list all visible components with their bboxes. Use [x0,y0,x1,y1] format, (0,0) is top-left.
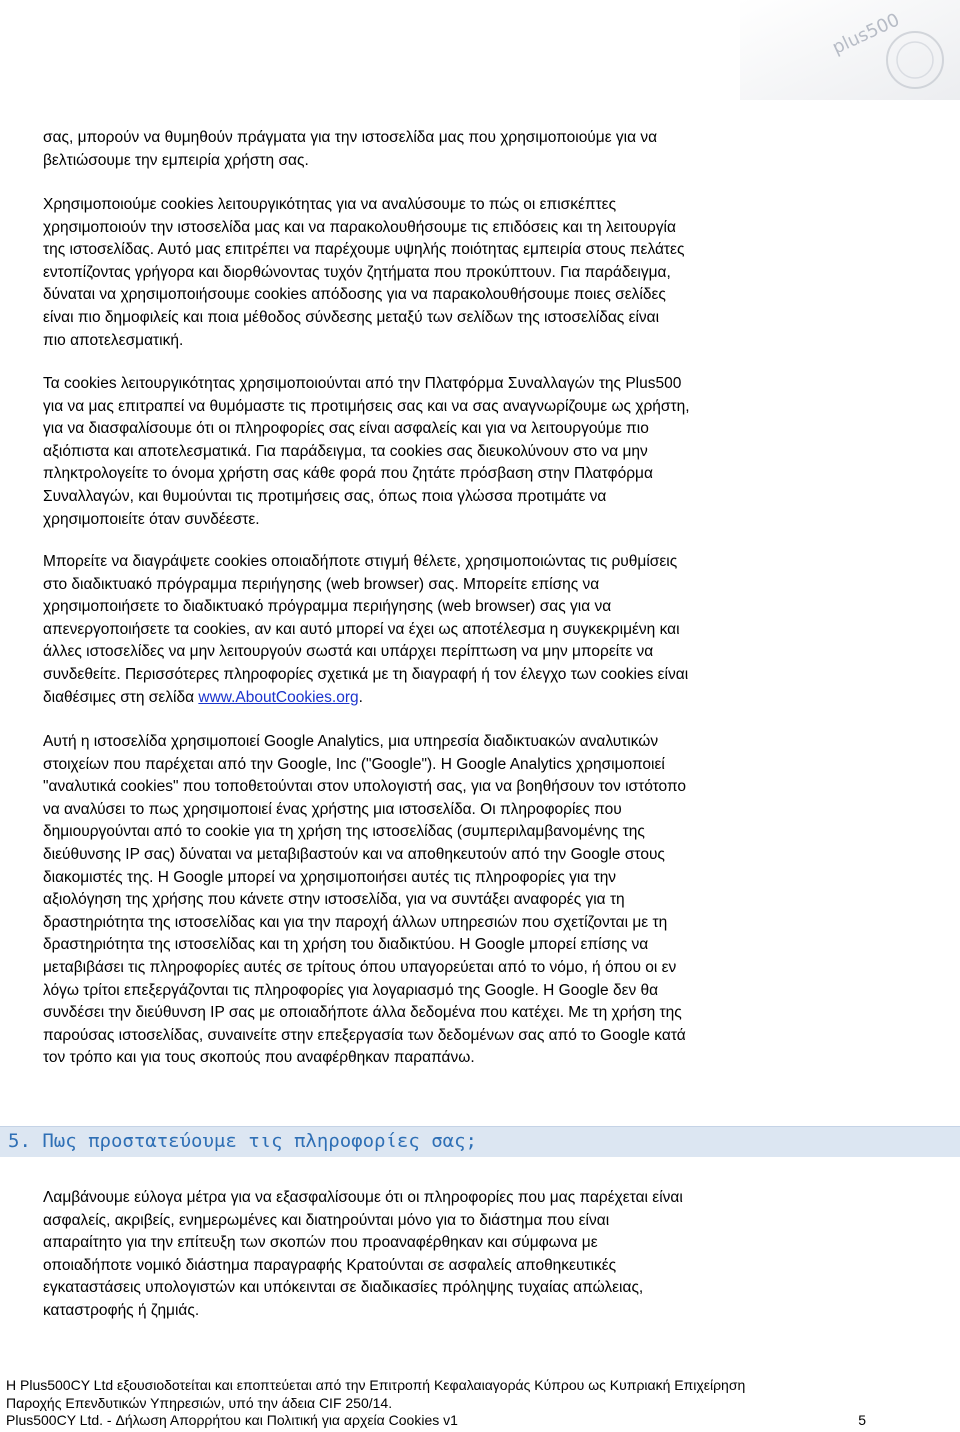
paragraph-line: στοιχείων που παρέχεται από την Google, Inc ("Google"). Η Google Analytics χρησιμοποιεί [43,755,665,773]
paragraph-line: δύναται να χρησιμοποιήσουμε cookies απόδοσης για να παρακολουθήσουμε ποιες σελίδες [43,286,666,304]
footer-regulatory-note [6,1376,906,1412]
paragraph-line: "αναλυτικά cookies" που τοποθετούνται στον υπολογιστή σας, για να βοηθήσουν τον ιστότοπο [43,778,687,796]
paragraph-line: απαραίτητο για την επίτευξη των σκοπών που προαναφέρθηκαν και σύμφωνα με [43,1234,598,1252]
footer-line: Παροχής Επενδυτικών Υπηρεσιών, υπό την άδεια CIF 250/14. [6,1395,393,1411]
paragraph-line: διεύθυνσης IP σας) δύναται να μεταβιβαστούν και να αποθηκευτούν από την Google στους [43,845,665,863]
paragraph-line: μεταβιβάσει τις πληροφορίες αυτές σε τρίτους όπου υπαγορεύεται από το νόμο, ή όπου οι εν [43,958,677,976]
corner-logo-text: plus500 [829,9,903,59]
paragraph-line: παρούσας ιστοσελίδας, συναινείτε στην επεξεργασία των δεδομένων σας από το Google κατά [43,1026,686,1044]
paragraph-line: Τα cookies λειτουργικότητας χρησιμοποιούνται από την Πλατφόρμα Συναλλαγών της Plus500 [43,375,682,392]
footer-doc-bar [6,1412,866,1428]
paragraph-line: να αναλύσει το πως χρησιμοποιεί ένας χρήστης μια ιστοσελίδα. Οι πληροφορίες που [43,800,622,818]
platform-cookies-paragraph [43,373,923,531]
page-number: 5 [858,1412,866,1428]
paragraph-line: αξιόπιστα και αποτελεσματικά. Για παράδειγμα, τα cookies σας διευκολύνουν στο να μην [43,442,648,460]
paragraph-line: απενεργοποιήσετε τα cookies, αν και αυτό μπορεί να έχει ως αποτέλεσμα η συγκεκριμένη και [43,620,680,638]
paragraph-line: είναι πιο δημοφιλείς και ποια μέθοδος σύνδεσης μεταξύ των σελίδων της ιστοσελίδας είναι [43,308,660,326]
protection-paragraph [43,1187,923,1323]
intro-line: σας, μπορούν να θυμηθούν πράγματα για την ιστοσελίδα μας που χρησιμοποιούμε για να [43,129,658,146]
paragraph-line: για να μας επιτραπεί να θυμόμαστε τις προτιμήσεις σας και να σας αναγνωρίζουμε ως χρήστη, [43,397,690,415]
paragraph-line: Συναλλαγών, και θυμούνται τις προτιμήσεις σας, όπως ποια γλώσσα προτιμάτε να [43,487,607,505]
paragraph-line: διακομιστές της. Η Google μπορεί να χρησιμοποιήσει αυτές τις πληροφορίες για την [43,868,617,886]
paragraph-line: ασφαλείς, ακριβείς, ενημερωμένες και διατηρούνται μόνο για το διάστημα που είναι [43,1211,610,1229]
paragraph-line: χρησιμοποιείτε όταν συνδέεστε. [43,510,260,528]
paragraph-line: καταστροφής ή ζημιάς. [43,1301,200,1319]
paragraph-line: δραστηριότητα της ιστοσελίδας και για την παροχή άλλων υπηρεσιών που σχετίζονται με τη [43,913,668,931]
paragraph-line: λόγω τρίτοι επεξεργάζονται τις πληροφορίες για λογαριασμό της Google. Η Google δεν θα [43,981,659,999]
paragraph-line: οποιαδήποτε νομικό διάστημα παραγραφής Κρατούνται σε ασφαλείς αποθηκευτικές [43,1256,617,1274]
paragraph-line: Χρησιμοποιούμε cookies λειτουργικότητας για να αναλύσουμε το πώς οι επισκέπτες [43,196,617,213]
paragraph-line: άλλες ιστοσελίδες να μην λειτουργούν σωστά και υπάρχει περίπτωση να μην μπορείτε να [43,643,654,661]
link-prefix: διαθέσιμες στη σελίδα [43,688,199,706]
paragraph-line: Λαμβάνουμε εύλογα μέτρα για να εξασφαλίσουμε ότι οι πληροφορίες που μας παρέχεται είναι [43,1189,683,1206]
link-suffix: . [358,688,363,706]
paragraph-line: της ιστοσελίδας. Αυτό μας επιτρέπει να παρέχουμε υψηλής ποιότητας εμπειρία στους πελάτες [43,241,685,259]
paragraph-line: για να διασφαλίσουμε ότι οι πληροφορίες σας είναι ασφαλείς και για να λειτουργούμε πιο [43,420,649,438]
paragraph-line: τον τρόπο και για τους σκοπούς που αναφέρθηκαν παραπάνω. [43,1049,475,1067]
paragraph-line: Αυτή η ιστοσελίδα χρησιμοποιεί Google Analytics, μια υπηρεσία διαδικτυακών αναλυτικών [43,733,659,750]
paragraph-line: εγκαταστάσεις υπολογιστών και υπόκεινται σε διαδικασίες πρόληψης τυχαίας απώλειας, [43,1279,644,1297]
paragraph-line: στο διαδικτυακό πρόγραμμα περιήγησης (web browser) σας. Μπορείτε επίσης να [43,575,600,593]
intro-line: βελτιώσουμε την εμπειρία χρήστη σας. [43,151,309,169]
section-5-heading: 5. Πως προστατεύουμε τις πληροφορίες σας; [8,1130,477,1152]
corner-logo-watermark [740,0,960,100]
functionality-cookies-paragraph [43,194,923,352]
footer-doc-title: Plus500CY Ltd. - Δήλωση Απορρήτου και Πολιτική για αρχεία Cookies v1 [6,1412,458,1428]
paragraph-line: πληκτρολογείτε το όνομα χρήστη σας κάθε φορά που ζητάτε πρόσβαση στην Πλατφόρμα [43,465,653,483]
paragraph-line: συνδέσει την διεύθυνση IP σας με οποιαδήποτε άλλα δεδομένα που κατέχει. Με τη χρήση της [43,1004,682,1022]
paragraph-line: χρησιμοποιούν την ιστοσελίδα μας και να παρακολουθήσουμε τις επιδόσεις και τη λειτουργία [43,218,676,236]
delete-cookies-paragraph [43,551,923,709]
paragraph-line: πιο αποτελεσματική. [43,331,184,349]
paragraph-line: συνδεθείτε. Περισσότερες πληροφορίες σχετικά με τη διαγραφή ή τον έλεγχο των cookies είναι [43,665,689,683]
aboutcookies-link[interactable]: www.AboutCookies.org [198,688,359,706]
paragraph-line: αξιολόγηση της χρήσης που κάνετε στην ιστοσελίδα, για να συντάξει αναφορές για τη [43,891,625,909]
paragraph-line-with-link [43,687,923,710]
paragraph-line: χρησιμοποιήσετε το διαδικτυακό πρόγραμμα περιήγησης (web browser) σας για να [43,598,612,616]
paragraph-line: δημιουργούνται από το cookie για τη χρήση της ιστοσελίδας (συμπεριλαμβανομένης της [43,823,645,841]
paragraph-line: Μπορείτε να διαγράψετε cookies οποιαδήποτε στιγμή θέλετε, χρησιμοποιώντας τις ρυθμίσεις [43,553,678,570]
google-analytics-paragraph [43,731,923,1070]
paragraph-line: εντοπίζοντας γρήγορα και διορθώνοντας τυχόν ζητήματα που προκύπτουν. Για παράδειγμα, [43,263,671,281]
intro-paragraph [43,127,923,172]
paragraph-line: δραστηριότητα της ιστοσελίδας και τη χρήση του διαδικτύου. Η Google μπορεί επίσης να [43,936,649,954]
footer-line: Η Plus500CY Ltd εξουσιοδοτείται και εποπτεύεται από την Επιτροπή Κεφαλαιαγοράς Κύπρου ως Κυπριακή Επιχείρηση [6,1377,746,1393]
